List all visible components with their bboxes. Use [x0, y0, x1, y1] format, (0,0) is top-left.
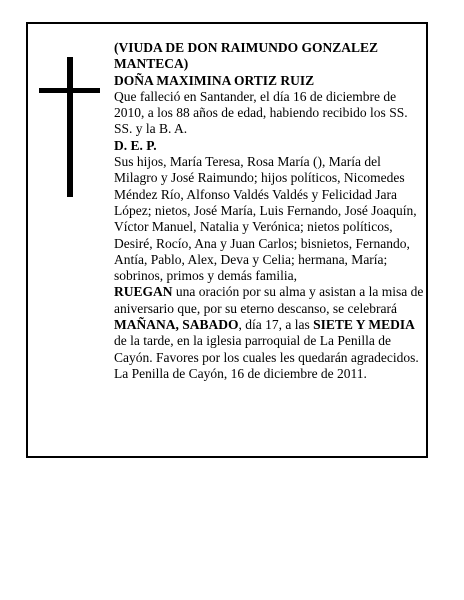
mass-day: MAÑANA, SABADO	[114, 317, 239, 333]
obituary-text	[114, 40, 424, 382]
mass-time: SIETE Y MEDIA	[313, 317, 415, 333]
closing-line: La Penilla de Cayón, 16 de diciembre de 2011.	[114, 365, 367, 381]
mass-announcement	[114, 284, 424, 365]
ruegan-label: RUEGAN	[114, 284, 173, 300]
dep-line: D. E. P.	[114, 137, 157, 153]
request-text: una oración por su alma y asistan a la misa de aniversario que, por su eterno descanso, se celebrará	[114, 284, 424, 316]
mass-date: , día 17, a las	[238, 317, 314, 333]
death-notice: Que falleció en Santander, el día 16 de diciembre de 2010, a los 88 años de edad, habiendo recibido los SS. SS. y la B. A.	[114, 88, 408, 137]
obituary-card	[26, 22, 428, 458]
mass-place: de la tarde, en la iglesia parroquial de La Penilla de Cayón. Favores por los cuales les quedarán agradecidos.	[114, 333, 419, 365]
deceased-name: DOÑA MAXIMINA ORTIZ RUIZ	[114, 72, 315, 88]
family-list: Sus hijos, María Teresa, Rosa María (), María del Milagro y José Raimundo; hijos políticos, Nicomedes Méndez Río, Alfonso Valdés Valdés y Felicidad Jara López; nietos, José María, Luis Fernando, José Joaquín, Víctor Manuel, Natalia y Verónica; nietos políticos, Desiré, Rocío, Ana y Juan Carlos; bisnietos, Fernando, Antía, Pablo, Alex, Deva y Celia; hermana, María; sobrinos, primos y demás familia,	[114, 154, 417, 284]
header: (VIUDA DE DON RAIMUNDO GONZALEZ MANTECA)	[114, 40, 379, 72]
